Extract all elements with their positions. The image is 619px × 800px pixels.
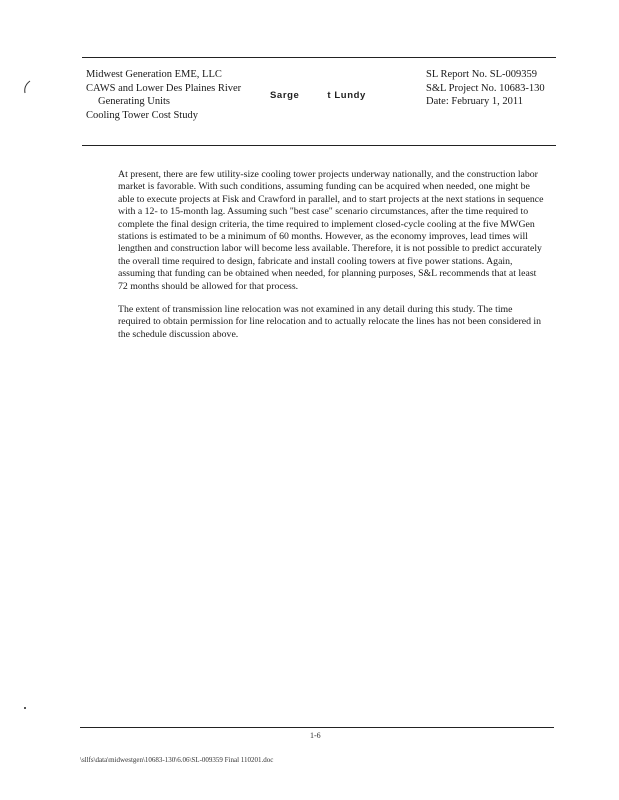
project-name: CAWS and Lower Des Plaines River [86, 82, 242, 94]
page-number: 1-6 [310, 731, 321, 740]
footer-rule [80, 727, 554, 728]
study-title: Cooling Tower Cost Study [86, 109, 198, 121]
scan-speck [24, 707, 26, 709]
header-company-block [86, 68, 241, 122]
pen-mark [22, 80, 32, 94]
report-date: Date: February 1, 2011 [426, 96, 524, 107]
report-number: SL Report No. SL-009359 [426, 69, 538, 80]
logo-text-second: t Lundy [327, 90, 366, 101]
body-paragraph-schedule: At present, there are few utility-size cooling tower projects underway nationally, and the construction labor market is favorable. With such conditions, assuming funding can be acquired when needed, one might be able to execute projects at Fisk and Crawford in parallel, and to start projects at the next stations in sequence with a 12- to 15-month lag. Assuming such "best case" scenario circumstances, after the time required to complete the final design criteria, the time required to implement closed-cycle cooling at the five MWGen stations is estimated to be a minimum of 60 months. However, as the economy improves, lead times will lengthen and construction labor will become less available. Therefore, it is not possible to predict accurately the overall time required to design, fabricate and install cooling towers at five power stations. Again, assuming that funding can be obtained when needed, for planning purposes, S&L recommends that at least 72 months should be allowed for that process. [118, 169, 544, 292]
body-paragraph-transmission: The extent of transmission line relocation was not examined in any detail during this study. The time required to obtain permission for line relocation and to actually relocate the lines has not been considered in the schedule discussion above. [118, 304, 542, 340]
company-name: Midwest Generation EME, LLC [86, 69, 222, 80]
company-logo [270, 90, 366, 101]
footer-file-path: \sllfs\data\midwestgen\10683-130\6.06\SL-009359 Final 110201.doc [80, 756, 274, 764]
header-top-rule [82, 57, 556, 58]
project-name-continued: Generating Units [98, 96, 171, 107]
header-bottom-rule [82, 145, 556, 146]
body-text [118, 169, 546, 352]
header-report-block [426, 68, 545, 109]
logo-text-first: Sarge [270, 90, 300, 101]
project-number: S&L Project No. 10683-130 [426, 82, 545, 94]
